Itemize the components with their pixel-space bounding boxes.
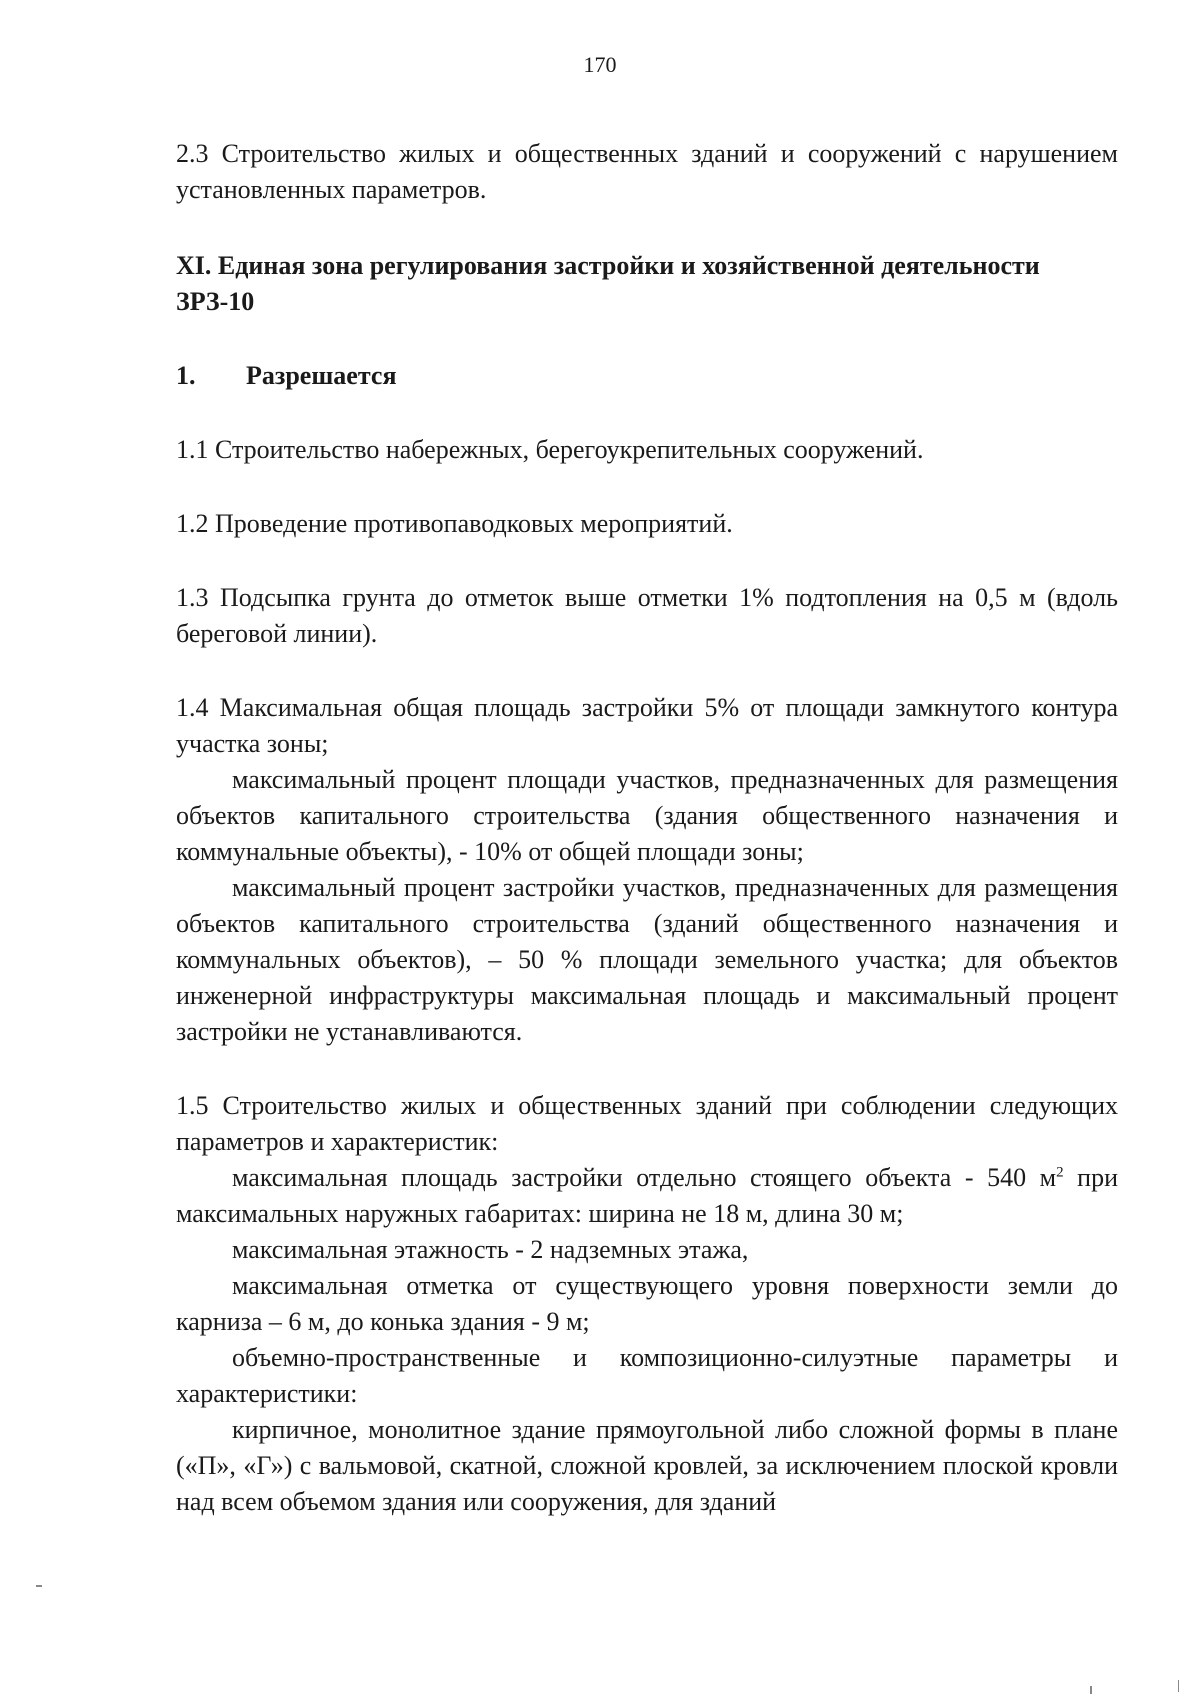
item-1-5-lead: 1.5 Строительство жилых и общественных зданий при соблюдении следующих параметров и характеристик:	[176, 1091, 1118, 1156]
scan-artifact	[1090, 1686, 1092, 1694]
page-number: 170	[583, 52, 617, 77]
section-title: XI. Единая зона регулирования застройки и хозяйственной деятельности ЗРЗ-10	[176, 251, 1040, 316]
item-1-4-lead: 1.4 Максимальная общая площадь застройки 5% от площади замкнутого контура участка зоны;	[176, 693, 1118, 758]
document-body	[176, 136, 1118, 1520]
area-text: максимальная площадь застройки отдельно стоящего объекта - 540 м	[232, 1163, 1057, 1192]
dimensions-text: при максимальных наружных габаритах: ширина не 18 м, длина 30 м;	[176, 1163, 1119, 1228]
item-1-4	[176, 690, 1118, 1050]
item-1-4-paragraph: максимальный процент площади участков, предназначенных для размещения объектов капитального строительства (здания общественного назначения и коммунальные объекты), - 10% от общей площади зоны;	[176, 765, 1118, 866]
superscript: 2	[1056, 1164, 1064, 1181]
scan-artifact	[36, 1585, 42, 1587]
subsection-title: Разрешается	[246, 361, 397, 390]
item-1-2: 1.2 Проведение противопаводковых мероприятий.	[176, 509, 733, 538]
item-1-5-paragraph: максимальная отметка от существующего уровня поверхности земли до карниза – 6 м, до конька здания - 9 м;	[176, 1271, 1118, 1336]
item-2-3: 2.3 Строительство жилых и общественных зданий и сооружений с нарушением установленных параметров.	[176, 139, 1118, 204]
item-1-5-paragraph	[176, 1160, 1118, 1232]
item-1-5-paragraph: максимальная этажность - 2 надземных этажа,	[232, 1235, 749, 1264]
item-1-4-paragraph: максимальный процент застройки участков, предназначенных для размещения объектов капитального строительства (зданий общественного назначения и коммунальных объектов), – 50 % площади земельного участка; для объектов инженерной инфраструктуры максимальная площадь и максимальный процент застройки не устанавливаются.	[176, 873, 1118, 1046]
item-1-1: 1.1 Строительство набережных, берегоукрепительных сооружений.	[176, 435, 924, 464]
item-1-3: 1.3 Подсыпка грунта до отметок выше отметки 1% подтопления на 0,5 м (вдоль береговой линии).	[176, 583, 1118, 648]
subsection-heading	[176, 358, 1118, 394]
item-1-5	[176, 1088, 1118, 1520]
scan-artifact	[1178, 1680, 1179, 1692]
item-1-5-paragraph: кирпичное, монолитное здание прямоугольной либо сложной формы в плане («П», «Г») с вальмовой, скатной, сложной кровлей, за исключением плоской кровли над всем объемом здания или сооружения, для зданий	[176, 1415, 1118, 1516]
item-1-5-paragraph: объемно-пространственные и композиционно-силуэтные параметры и характеристики:	[176, 1343, 1118, 1408]
subsection-number: 1.	[176, 361, 196, 390]
